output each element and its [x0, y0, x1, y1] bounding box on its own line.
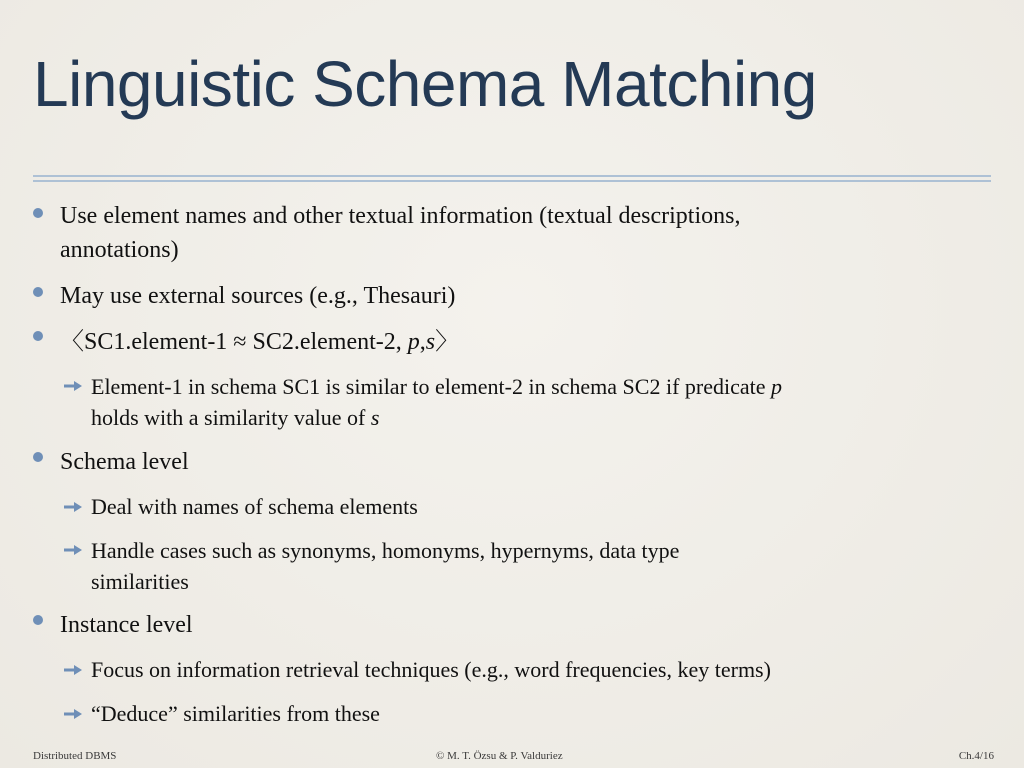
slide-title: Linguistic Schema Matching [33, 48, 817, 120]
footer-copyright: © M. T. Özsu & P. Valduriez [436, 750, 563, 762]
tuple-close: 〉 [435, 329, 460, 355]
bullet-text: Instance level [60, 612, 193, 638]
bullet-line: Use element names and other textual information (textual descriptions, [60, 203, 741, 229]
bullet-text [60, 325, 960, 359]
sub-bullet-line: similarities [91, 569, 189, 594]
footer-course-name: Distributed DBMS [33, 750, 117, 762]
sub-bullet-line: Handle cases such as synonyms, homonyms, hypernyms, data type [91, 538, 680, 563]
bullet-dot-icon [33, 615, 43, 625]
predicate-p: p [771, 374, 783, 399]
bullet-text: Schema level [60, 449, 189, 475]
bullet-text [60, 199, 960, 267]
bullet-dot-icon [33, 208, 43, 218]
similarity-s: s [370, 405, 380, 430]
tuple-open: 〈SC1.element-1 ≈ SC2.element-2, [60, 329, 408, 355]
similarity-s: s [425, 329, 436, 355]
bullet-dot-icon [33, 287, 43, 297]
bullet-dot-icon [33, 331, 43, 341]
arrow-right-icon [64, 502, 82, 512]
bullet-dot-icon [33, 452, 43, 462]
sub-bullet-text: “Deduce” similarities from these [91, 701, 380, 726]
arrow-right-icon [64, 665, 82, 675]
sub-bullet-text [91, 535, 981, 597]
title-divider-top [33, 175, 991, 177]
tuple-comma: , [419, 329, 426, 355]
arrow-right-icon [64, 709, 82, 719]
sub-bullet-line: Element-1 in schema SC1 is similar to element-2 in schema SC2 if predicate [91, 374, 772, 399]
bullet-line: annotations) [60, 237, 179, 263]
footer-page-number: Ch.4/16 [958, 750, 994, 762]
sub-bullet-text [91, 371, 981, 433]
arrow-right-icon [64, 545, 82, 555]
arrow-right-icon [64, 381, 82, 391]
bullet-text: May use external sources (e.g., Thesauri) [60, 283, 456, 309]
sub-bullet-line: holds with a similarity value of [91, 405, 371, 430]
title-divider-bottom [33, 180, 991, 182]
predicate-p: p [407, 329, 420, 355]
sub-bullet-text: Deal with names of schema elements [91, 494, 418, 519]
sub-bullet-text: Focus on information retrieval techniques (e.g., word frequencies, key terms) [91, 657, 771, 682]
